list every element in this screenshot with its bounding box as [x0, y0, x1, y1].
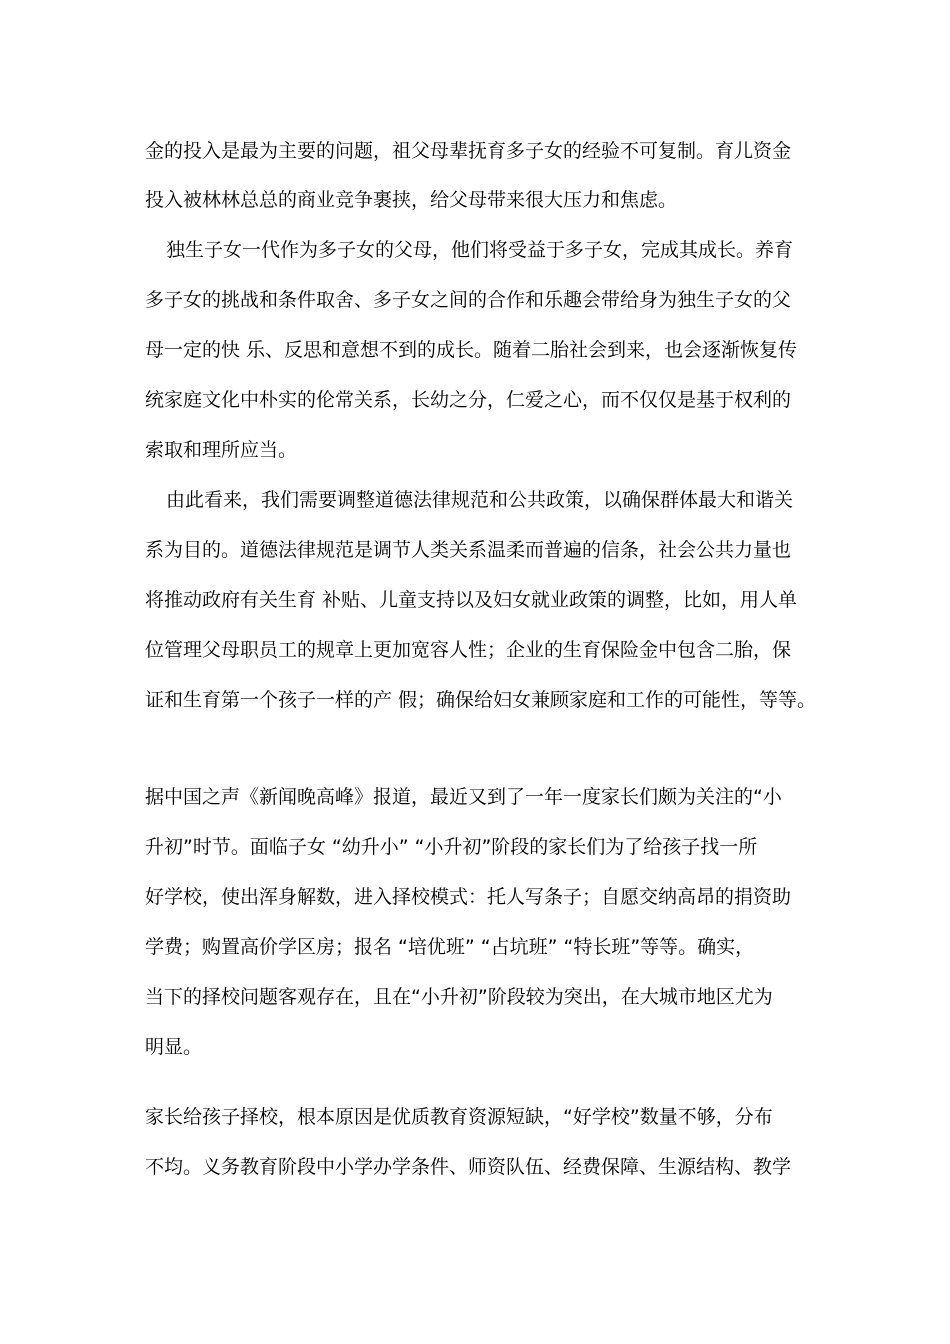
text-line: 统家庭文化中朴实的伦常关系，长幼之分，仁爱之心，而不仅仅是基于权利的: [145, 389, 792, 411]
text-line: 系为目的。道德法律规范是调节人类关系温柔而普遍的信条，社会公共力量也: [145, 539, 792, 561]
text-line: 好学校，使出浑身解数，进入择校模式：托人写条子；自愿交纳高昂的捐资助: [145, 886, 792, 908]
text-line: 投入被林林总总的商业竞争裹挟，给父母带来很大压力和焦虑。: [145, 189, 678, 211]
text-line: 母一定的快 乐、反思和意想不到的成长。随着二胎社会到来，也会逐渐恢复传: [145, 339, 798, 361]
text-line: 据中国之声《新闻晚高峰》报道，最近又到了一年一度家长们颇为关注的“小: [145, 786, 782, 808]
text-line: 将推动政府有关生育 补贴、儿童支持以及妇女就业政策的调整，比如，用人单: [145, 589, 798, 611]
text-line: 证和生育第一个孩子一样的产 假；确保给妇女兼顾家庭和工作的可能性，等等。: [145, 689, 817, 711]
text-line: 金的投入是最为主要的问题，祖父母辈抚育多子女的经验不可复制。育儿资金: [145, 140, 792, 162]
text-line: 升初”时节。面临子女 “幼升小” “小升初”阶段的家长们为了给孩子找一所: [145, 836, 758, 858]
text-line: 当下的择校问题客观存在，且在“小升初”阶段较为突出，在大城市地区尤为: [145, 986, 773, 1008]
text-line: 多子女的挑战和条件取舍、多子女之间的合作和乐趣会带给身为独生子女的父: [145, 289, 792, 311]
text-line: 明显。: [145, 1036, 203, 1058]
text-line: 位管理父母职员工的规章上更加宽容人性；企业的生育保险金中包含二胎，保: [145, 639, 792, 661]
text-line: 由此看来，我们需要调整道德法律规范和公共政策，以确保群体最大和谐关: [166, 489, 794, 511]
text-line: 索取和理所应当。: [145, 439, 298, 461]
text-line: 学费；购置高价学区房；报名 “培优班” “占坑班” “特长班”等等。确实，: [145, 936, 755, 958]
text-line: 家长给孩子择校，根本原因是优质教育资源短缺，“好学校”数量不够，分布: [145, 1106, 773, 1128]
text-line: 不均。义务教育阶段中小学办学条件、师资队伍、经费保障、生源结构、教学: [145, 1156, 792, 1178]
text-line: 独生子女一代作为多子女的父母，他们将受益于多子女，完成其成长。养育: [166, 239, 794, 261]
